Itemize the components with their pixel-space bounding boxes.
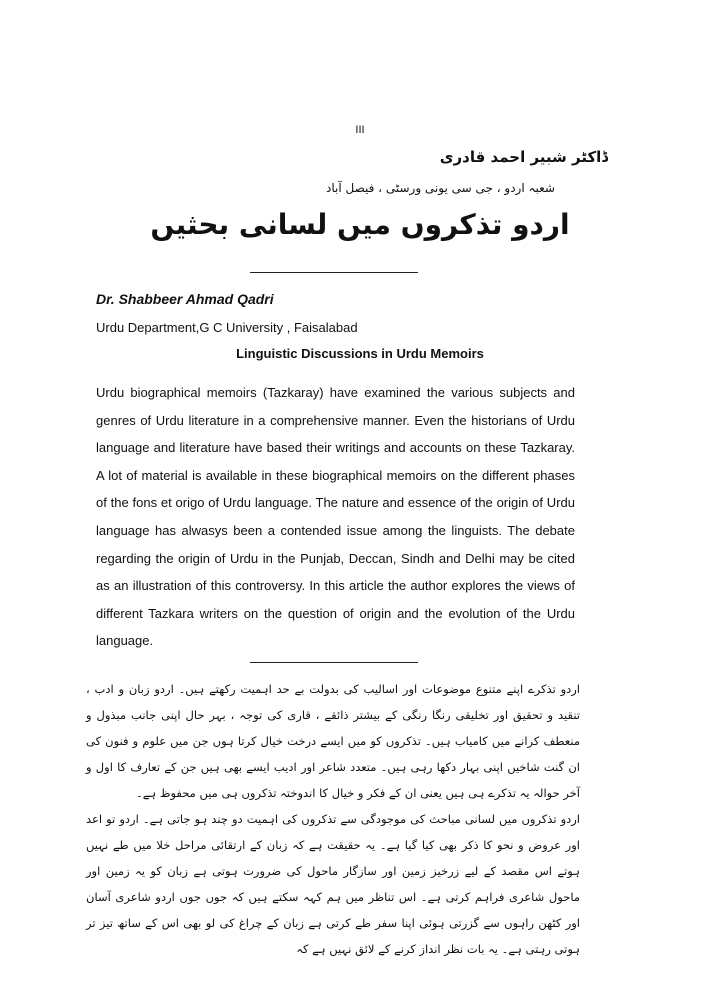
urdu-body-text: [86, 676, 580, 962]
urdu-paragraph-1: اردو تذکرے اپنے متنوع موضوعات اور اسالیب کی بدولت بے حد اہمیت رکھتے ہیں۔ اردو زبان و ادب ، تنقید و تحقیق اور تخلیقی رنگا رنگی کے بیشتر ذائقے ، قاری کی توجہ ، بہر حال اپنی جانب مبذول و منعطف کرانے میں کامیاب ہیں۔ تذکروں کو میں ایسے درخت خیال کرتا ہوں جن میں علوم و فنون کی ان گنت شاخیں اپنی بہار دکھا رہی ہیں۔ متعدد شاعر اور ادیب ایسے بھی ہیں جن کے تعارف کا اول و آخر حوالہ یہ تذکرے ہی ہیں یعنی ان کے فکر و خیال کا اندوختہ تذکروں ہی میں محفوظ ہے۔: [86, 682, 580, 800]
top-divider: [250, 272, 418, 273]
author-name: Dr. Shabbeer Ahmad Qadri: [96, 291, 274, 307]
middle-divider: [250, 662, 418, 663]
urdu-author-name: ڈاکٹر شبیر احمد قادری: [439, 148, 608, 166]
urdu-affiliation: شعبہ اردو ، جی سی یونی ورسٹی ، فیصل آباد: [326, 181, 555, 195]
article-title: Linguistic Discussions in Urdu Memoirs: [236, 346, 484, 361]
page-number: III: [355, 124, 365, 136]
author-affiliation: Urdu Department,G C University , Faisalabad: [96, 320, 358, 335]
urdu-paragraph-2: اردو تذکروں میں لسانی مباحث کی موجودگی سے تذکروں کی اہمیت دو چند ہو جاتی ہے۔ اردو تو اعد اور عروض و نحو کا ذکر بھی کیا گیا ہے۔ یہ حقیقت ہے کہ زبان کے ارتقائی مراحل خلا میں طے نہیں ہوتے اس مقصد کے لیے زرخیز زمین اور سازگار ماحول کی ضرورت ہوتی ہے زبان کو یہ زمین اور ماحول شاعری فراہم کرتی ہے۔ اس تناظر میں ہم کہہ سکتے ہیں کہ جوں جوں اردو شاعری آسان اور کٹھن راہوں سے گزرتی ہوئی اپنا سفر طے کرتی ہے زبان کے چراغ کی لو بھی اس کے ساتھ تیز تر ہوتی رہتی ہے۔ یہ بات نظر انداز کرنے کے لائق نہیں ہے کہ: [86, 812, 580, 956]
abstract-paragraph: Urdu biographical memoirs (Tazkaray) have examined the various subjects and genres of Urdu literature in a comprehensive manner. Even the historians of Urdu language and literature have based their writings and accounts on these Tazkaray. A lot of material is available in these biographical memoirs on the different phases of the fons et origo of Urdu language. The nature and essence of the origin of Urdu language has alwasys been a contended issue among the linguists. The debate regarding the origin of Urdu in the Punjab, Deccan, Sindh and Delhi may be cited as an illustration of this controversy. In this article the author explores the views of different Tazkara writers on the question of origin and the evolution of the Urdu language.: [96, 385, 575, 649]
urdu-article-title: اردو تذکروں میں لسانی بحثیں: [150, 208, 570, 241]
